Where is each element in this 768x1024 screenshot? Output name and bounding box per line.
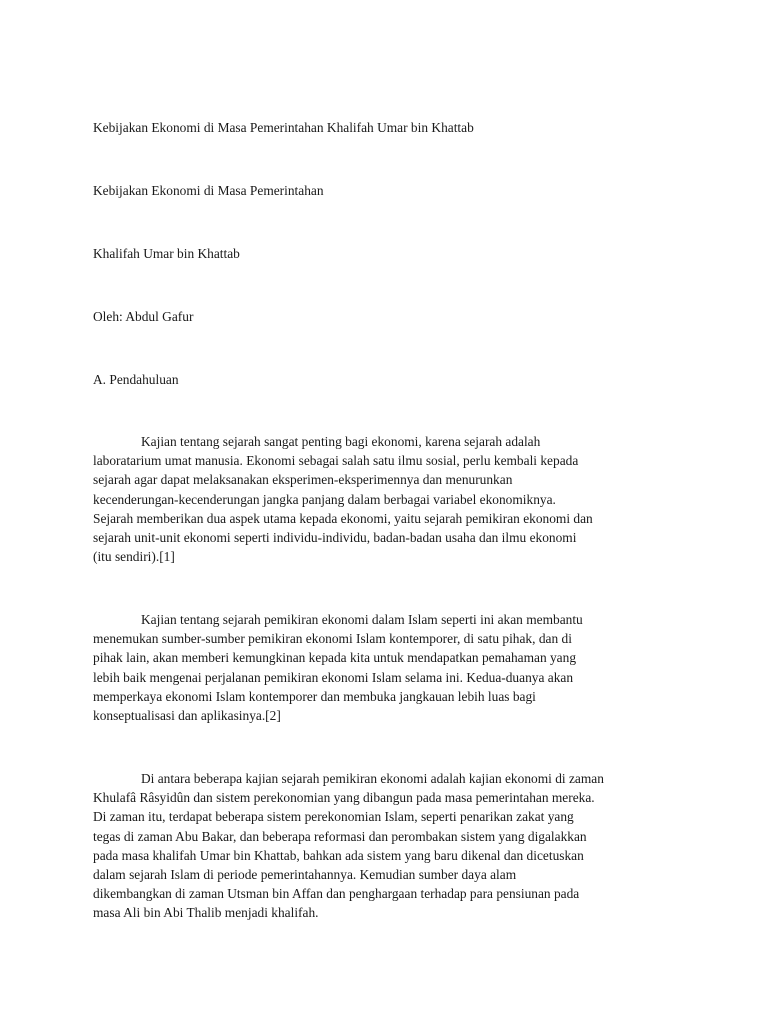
- paragraph-1: [93, 432, 683, 566]
- paragraph-line: Khulafâ Râsyidûn dan sistem perekonomian yang dibangun pada masa pemerintahan mereka.: [93, 790, 595, 806]
- author-line: Oleh: Abdul Gafur: [93, 309, 194, 324]
- paragraph-line: menemukan sumber-sumber pemikiran ekonomi Islam kontemporer, di satu pihak, dan di: [93, 631, 572, 647]
- paragraph-line: (itu sendiri).[1]: [93, 549, 175, 565]
- paragraph-line: kecenderungan-kecenderungan jangka panjang dalam berbagai variabel ekonomiknya.: [93, 491, 556, 507]
- paragraph-line: sejarah unit-unit ekonomi seperti individu-individu, badan-badan usaha dan ilmu ekonomi: [93, 529, 577, 545]
- paragraph-line: masa Ali bin Abi Thalib menjadi khalifah.: [93, 905, 319, 921]
- paragraph-3: [93, 769, 683, 923]
- paragraph-line: Kajian tentang sejarah pemikiran ekonomi dalam Islam seperti ini akan membantu: [141, 612, 583, 627]
- paragraph-line: konseptualisasi dan aplikasinya.[2]: [93, 707, 281, 723]
- paragraph-line: dikembangkan di zaman Utsman bin Affan dan penghargaan terhadap para pensiunan pada: [93, 886, 580, 902]
- paragraph-line: sejarah agar dapat melaksanakan eksperimen-eksperimennya dan menurunkan: [93, 472, 513, 488]
- paragraph-line: lebih baik mengenai perjalanan pemikiran ekonomi Islam selama ini. Kedua-duanya akan: [93, 669, 574, 685]
- paragraph-2: [93, 610, 683, 725]
- paragraph-line: Di antara beberapa kajian sejarah pemikiran ekonomi adalah kajian ekonomi di zaman: [141, 771, 604, 786]
- paragraph-line: laboratarium umat manusia. Ekonomi sebagai salah satu ilmu sosial, perlu kembali kepada: [93, 453, 579, 469]
- paragraph-line: Di zaman itu, terdapat beberapa sistem perekonomian Islam, seperti penarikan zakat yang: [93, 809, 574, 825]
- paragraph-line: pihak lain, akan memberi kemungkinan kepada kita untuk mendapatkan pemahaman yang: [93, 650, 577, 666]
- document-title: Kebijakan Ekonomi di Masa Pemerintahan Khalifah Umar bin Khattab: [93, 120, 474, 135]
- subtitle-line-1: Kebijakan Ekonomi di Masa Pemerintahan: [93, 183, 324, 198]
- subtitle-line-2: Khalifah Umar bin Khattab: [93, 246, 240, 261]
- paragraph-line: tegas di zaman Abu Bakar, dan beberapa reformasi dan perombakan sistem yang digalakkan: [93, 828, 587, 844]
- section-heading: A. Pendahuluan: [93, 372, 179, 387]
- paragraph-line: memperkaya ekonomi Islam kontemporer dan membuka jangkauan lebih luas bagi: [93, 688, 536, 704]
- paragraph-line: dalam sejarah Islam di periode pemerintahannya. Kemudian sumber daya alam: [93, 866, 517, 882]
- paragraph-line: Kajian tentang sejarah sangat penting bagi ekonomi, karena sejarah adalah: [141, 434, 541, 449]
- paragraph-line: Sejarah memberikan dua aspek utama kepada ekonomi, yaitu sejarah pemikiran ekonomi dan: [93, 510, 593, 526]
- paragraph-line: pada masa khalifah Umar bin Khattab, bahkan ada sistem yang baru dikenal dan dicetuskan: [93, 847, 584, 863]
